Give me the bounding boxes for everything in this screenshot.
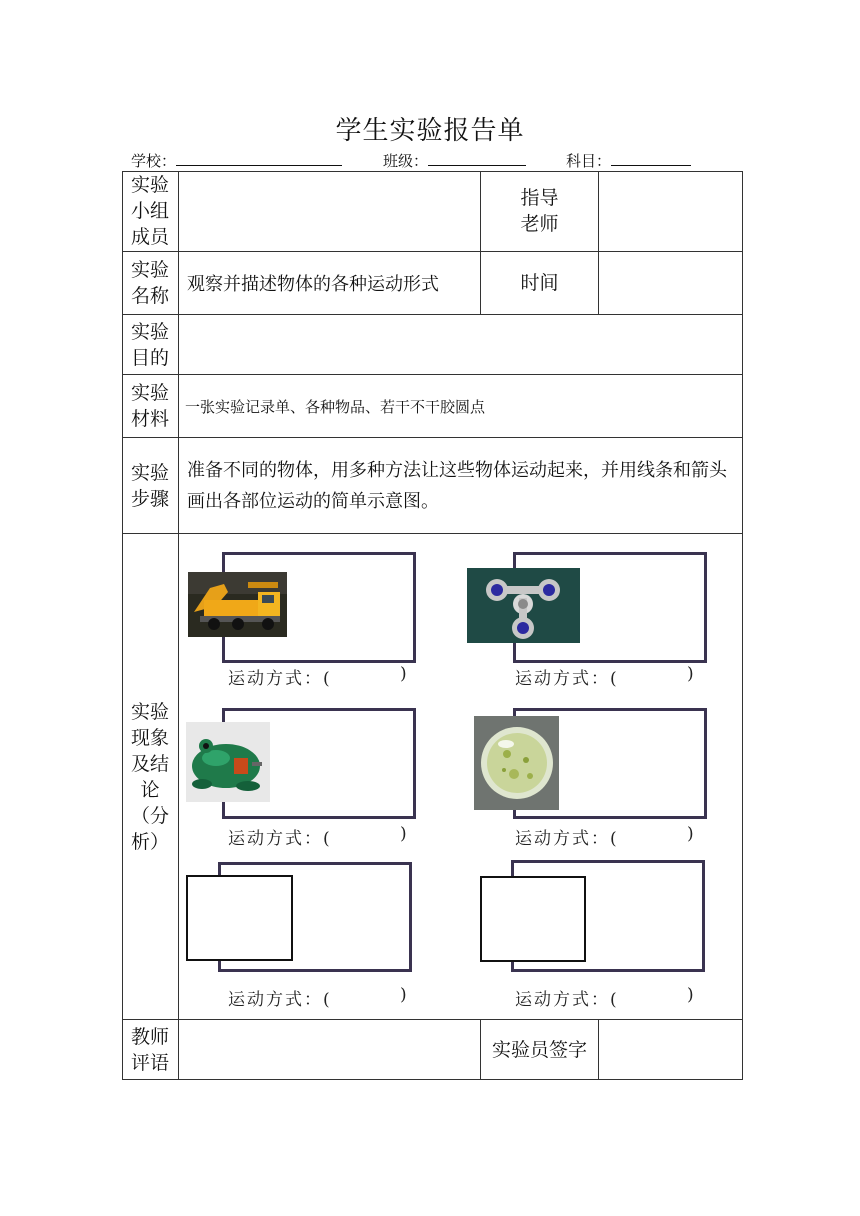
label-line: 材料 xyxy=(130,408,169,430)
members-label xyxy=(122,171,178,251)
school-blank-line[interactable] xyxy=(176,151,342,166)
motion-label xyxy=(228,824,409,849)
motion-close-paren: ) xyxy=(687,985,696,1005)
label-line: 名称 xyxy=(130,285,169,307)
purpose-label xyxy=(122,315,178,374)
class-field xyxy=(383,150,526,171)
teacher-label xyxy=(481,171,598,251)
experiment-name-value: 观察并描述物体的各种运动形式 xyxy=(187,274,439,295)
motion-label-text: 运动方式：( xyxy=(515,990,619,1010)
label-line: 论 xyxy=(140,778,160,801)
label-line: 析） xyxy=(130,830,169,853)
motion-label xyxy=(228,664,409,689)
motion-close-paren: ) xyxy=(400,824,409,844)
motion-label-text: 运动方式：( xyxy=(515,669,619,689)
row-divider xyxy=(122,533,743,534)
label-line: 及结 xyxy=(130,752,169,775)
fidget-spinner-photo xyxy=(467,568,580,643)
page-title: 学生实验报告单 xyxy=(335,116,525,146)
label-line: 指导 xyxy=(520,187,559,209)
label-line: 实验 xyxy=(130,382,169,404)
label-line: 小组 xyxy=(130,200,169,222)
members-input[interactable] xyxy=(179,172,480,251)
subject-field xyxy=(566,150,691,171)
motion-label-text: 运动方式：( xyxy=(228,829,332,849)
motion-label xyxy=(515,985,696,1010)
steps-label xyxy=(122,438,178,533)
label-line: 实验 xyxy=(130,320,169,343)
materials-label xyxy=(122,375,178,437)
label-line: 实验 xyxy=(130,461,169,484)
label-line: 成员 xyxy=(130,226,169,248)
label-line: 步骤 xyxy=(130,487,169,510)
toy-truck-photo xyxy=(188,572,287,637)
class-label: 班级： xyxy=(383,152,429,170)
materials-value: 一张实验记录单、各种物品、若干不干胶圆点 xyxy=(185,397,486,416)
photo-placeholder-2[interactable] xyxy=(480,876,586,962)
motion-close-paren: ) xyxy=(687,664,696,684)
name-label xyxy=(122,252,178,314)
signer-label: 实验员签字 xyxy=(491,1038,587,1061)
label-line: （分 xyxy=(130,804,169,827)
label-line: 评语 xyxy=(130,1052,169,1074)
motion-close-paren: ) xyxy=(400,664,409,684)
observation-label xyxy=(122,534,178,1019)
motion-label xyxy=(228,985,409,1010)
label-line: 老师 xyxy=(520,213,559,235)
subject-blank-line[interactable] xyxy=(611,151,691,166)
comment-input[interactable] xyxy=(179,1020,480,1079)
label-line: 实验 xyxy=(130,259,169,281)
time-label: 时间 xyxy=(520,272,559,294)
label-line: 实验 xyxy=(130,700,169,723)
school-label: 学校： xyxy=(131,152,177,170)
label-line: 目的 xyxy=(130,346,169,369)
wind-up-frog-photo xyxy=(186,722,270,802)
motion-close-paren: ) xyxy=(400,985,409,1005)
teacher-input[interactable] xyxy=(599,172,742,251)
subject-label: 科目： xyxy=(566,152,612,170)
comment-label xyxy=(122,1020,178,1080)
motion-label xyxy=(515,664,696,689)
steps-value: 准备不同的物体，用多种方法让这些物体运动起来，并用线条和箭头画出各部位运动的简单示意图。 xyxy=(187,459,727,512)
class-blank-line[interactable] xyxy=(428,151,526,166)
school-field xyxy=(131,150,342,171)
motion-label xyxy=(515,824,696,849)
label-line: 现象 xyxy=(130,726,169,749)
signer-input[interactable] xyxy=(599,1020,742,1079)
motion-label-text: 运动方式：( xyxy=(228,990,332,1010)
motion-label-text: 运动方式：( xyxy=(515,829,619,849)
glass-marble-photo xyxy=(474,716,559,810)
label-line: 教师 xyxy=(130,1026,169,1048)
time-input[interactable] xyxy=(599,252,742,314)
motion-label-text: 运动方式：( xyxy=(228,669,332,689)
label-line: 实验 xyxy=(130,174,169,196)
photo-placeholder-1[interactable] xyxy=(186,875,293,961)
motion-close-paren: ) xyxy=(687,824,696,844)
purpose-input[interactable] xyxy=(179,315,742,374)
